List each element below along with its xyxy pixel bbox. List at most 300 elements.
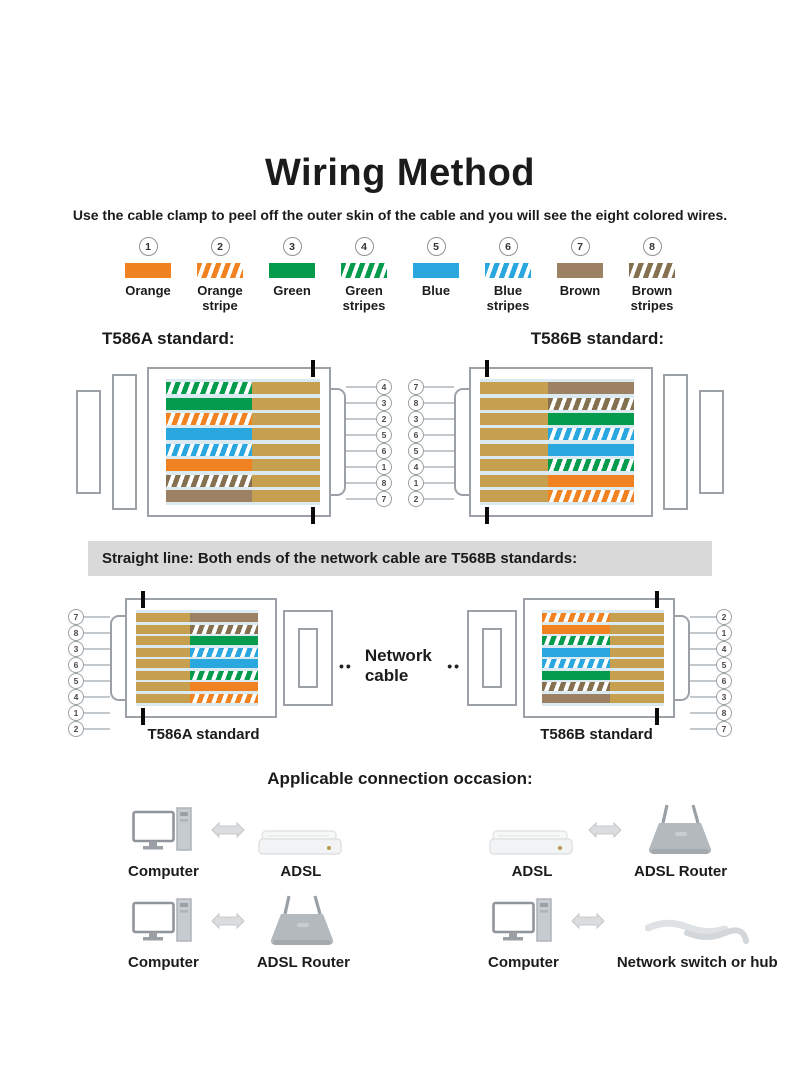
- lead-line: [84, 616, 110, 618]
- legend-item: [621, 237, 684, 313]
- cable-icon: [645, 894, 749, 950]
- brown-wire: [166, 490, 252, 502]
- connector-nose: [675, 615, 690, 701]
- wire-row: [542, 694, 664, 703]
- wire-number-badge: 2: [211, 237, 230, 256]
- wire-number-badge: 1: [139, 237, 158, 256]
- boot-bar: [112, 374, 137, 510]
- pin-lead: [68, 705, 110, 721]
- lead-line: [690, 728, 716, 730]
- brown-stripes-wire: [548, 398, 634, 410]
- device-label: ADSL: [511, 863, 553, 881]
- orange-stripe-wire: [542, 613, 610, 622]
- wire-row: [166, 459, 320, 471]
- wire-row: [166, 428, 320, 440]
- blue-stripes-wire: [548, 428, 634, 440]
- pin-lead: [690, 609, 732, 625]
- legend-label: Green stripes: [342, 283, 386, 313]
- wire-row: [480, 382, 634, 394]
- wire-row: [136, 625, 258, 634]
- cable-end-a-caption: T586A standard: [147, 726, 260, 744]
- connector-body: [523, 598, 675, 718]
- orange-wire: [542, 625, 610, 634]
- pin-number: 3: [376, 395, 392, 411]
- blue-stripes-wire: [542, 659, 610, 668]
- wire-row: [480, 428, 634, 440]
- pin-lead: [68, 721, 110, 737]
- wire-row: [480, 475, 634, 487]
- orange-stripe-wire: [166, 413, 252, 425]
- pin-number-fan: [68, 609, 110, 735]
- connection-pair: [128, 803, 488, 880]
- pin-lead: [690, 689, 732, 705]
- pin-number: 6: [716, 673, 732, 689]
- pin-number: 4: [68, 689, 84, 705]
- gold-pin-segment: [610, 613, 664, 622]
- legend-item: [477, 237, 540, 313]
- device-label: Computer: [488, 954, 559, 972]
- lead-line: [690, 712, 716, 714]
- orange-stripe-swatch: [197, 263, 243, 278]
- lead-line: [346, 434, 376, 436]
- pin-number: 8: [376, 475, 392, 491]
- lead-line: [346, 386, 376, 388]
- blue-stripes-swatch: [485, 263, 531, 278]
- latch-mark: [311, 360, 315, 377]
- boot-bar: [699, 390, 724, 494]
- device-label: Computer: [128, 863, 199, 881]
- gold-pin-segment: [136, 636, 190, 645]
- orange-wire: [190, 682, 258, 691]
- connector-nose: [454, 388, 469, 496]
- lead-line: [424, 386, 454, 388]
- connector-body: [469, 367, 653, 517]
- wire-number-badge: 6: [499, 237, 518, 256]
- pin-number: 2: [408, 491, 424, 507]
- wire-panel: [542, 610, 664, 706]
- gold-pin-segment: [252, 413, 320, 425]
- wire-row: [480, 444, 634, 456]
- blue-stripes-wire: [166, 444, 252, 456]
- pin-lead: [346, 395, 392, 411]
- lead-line: [690, 680, 716, 682]
- lead-line: [84, 728, 110, 730]
- lead-line: [84, 712, 110, 714]
- wire-row: [480, 398, 634, 410]
- connector-body: [125, 598, 277, 718]
- lead-line: [346, 466, 376, 468]
- connection-pair: [488, 803, 800, 880]
- blue-wire: [166, 428, 252, 440]
- gold-pin-segment: [610, 671, 664, 680]
- green-stripes-wire: [190, 671, 258, 680]
- orange-wire: [548, 475, 634, 487]
- pin-number: 8: [716, 705, 732, 721]
- lead-line: [690, 696, 716, 698]
- pin-lead: [68, 657, 110, 673]
- cable-boot: [663, 374, 724, 510]
- wire-row: [166, 444, 320, 456]
- computer-device: [128, 803, 199, 880]
- pin-lead: [346, 491, 392, 507]
- pin-lead: [408, 395, 454, 411]
- lead-line: [424, 482, 454, 484]
- pin-lead: [346, 379, 392, 395]
- adsl-modem-icon: [488, 803, 576, 859]
- lead-line: [84, 632, 110, 634]
- pin-lead: [690, 705, 732, 721]
- pin-number: 3: [716, 689, 732, 705]
- router-icon: [263, 894, 343, 950]
- t586a-heading: T586A standard:: [102, 329, 235, 349]
- brown-stripes-swatch: [629, 263, 675, 278]
- lead-line: [84, 680, 110, 682]
- pin-lead: [68, 609, 110, 625]
- device-label: Computer: [128, 954, 199, 972]
- gold-pin-segment: [252, 459, 320, 471]
- latch-mark: [655, 591, 659, 608]
- double-arrow-icon: [588, 821, 622, 844]
- pin-lead: [346, 443, 392, 459]
- pin-number: 4: [408, 459, 424, 475]
- green-stripes-wire: [548, 459, 634, 471]
- page-title: Wiring Method: [265, 152, 535, 194]
- network-switch-or-hub-device: [617, 894, 778, 971]
- wire-row: [542, 636, 664, 645]
- legend-label: Orange stripe: [197, 283, 243, 313]
- legend-item: [261, 237, 324, 313]
- orange-wire: [166, 459, 252, 471]
- pin-lead: [68, 625, 110, 641]
- wire-number-badge: 3: [283, 237, 302, 256]
- gold-pin-segment: [610, 625, 664, 634]
- wire-color-legend: [0, 237, 800, 313]
- double-arrow-icon: [211, 912, 245, 935]
- gold-pin-segment: [136, 648, 190, 657]
- green-stripes-wire: [166, 382, 252, 394]
- orange-stripe-wire: [190, 694, 258, 703]
- pin-lead: [408, 443, 454, 459]
- computer-icon: [132, 894, 194, 950]
- lead-line: [346, 498, 376, 500]
- gold-pin-segment: [136, 671, 190, 680]
- straight-line-note: Straight line: Both ends of the network cable are T568B standards:: [88, 541, 712, 576]
- brown-wire: [542, 694, 610, 703]
- wire-row: [136, 613, 258, 622]
- lead-line: [424, 498, 454, 500]
- double-arrow-icon: [211, 821, 245, 844]
- pin-number: 1: [68, 705, 84, 721]
- cable-end-b-caption: T586B standard: [540, 726, 653, 744]
- legend-label: Orange: [125, 283, 171, 298]
- lead-line: [84, 648, 110, 650]
- wire-number-badge: 4: [355, 237, 374, 256]
- device-label: ADSL Router: [634, 863, 728, 881]
- pin-lead: [346, 411, 392, 427]
- cable-end-a: [68, 598, 339, 743]
- connector-nose: [110, 615, 125, 701]
- pin-number: 5: [716, 657, 732, 673]
- rj45-connector-t586a: [66, 367, 392, 517]
- cable-end-b: [461, 598, 732, 743]
- connector-nose: [331, 388, 346, 496]
- wire-row: [542, 648, 664, 657]
- brown-swatch: [557, 263, 603, 278]
- pin-number: 4: [376, 379, 392, 395]
- connection-pair: [488, 894, 800, 971]
- wire-row: [542, 671, 664, 680]
- gold-pin-segment: [252, 490, 320, 502]
- pin-number-fan: [690, 609, 732, 735]
- boot-bar: [298, 628, 318, 688]
- brown-wire: [190, 613, 258, 622]
- orange-stripe-wire: [548, 490, 634, 502]
- computer-icon: [132, 803, 194, 859]
- gold-pin-segment: [610, 636, 664, 645]
- gold-pin-segment: [480, 428, 548, 440]
- gold-pin-segment: [252, 428, 320, 440]
- gold-pin-segment: [252, 444, 320, 456]
- pin-lead: [408, 427, 454, 443]
- blue-wire: [548, 444, 634, 456]
- legend-item: [117, 237, 180, 313]
- latch-mark: [655, 708, 659, 725]
- connection-pair: [128, 894, 488, 971]
- blue-wire: [190, 659, 258, 668]
- pin-lead: [690, 673, 732, 689]
- network-cable-label: Network cable: [364, 646, 432, 686]
- legend-item: [405, 237, 468, 313]
- subtitle: Use the cable clamp to peel off the outer skin of the cable and you will see the eight colored wires.: [72, 207, 728, 223]
- brown-stripes-wire: [166, 475, 252, 487]
- lead-line: [424, 434, 454, 436]
- wire-row: [480, 459, 634, 471]
- cable-boot: [76, 374, 137, 510]
- wire-row: [542, 659, 664, 668]
- gold-pin-segment: [480, 459, 548, 471]
- legend-label: Blue stripes: [486, 283, 530, 313]
- wire-row: [542, 682, 664, 691]
- gold-pin-segment: [136, 625, 190, 634]
- wire-row: [136, 694, 258, 703]
- brown-stripes-wire: [542, 682, 610, 691]
- pin-number: 2: [68, 721, 84, 737]
- gold-pin-segment: [136, 613, 190, 622]
- gold-pin-segment: [480, 444, 548, 456]
- pin-number: 5: [408, 443, 424, 459]
- pin-number: 2: [376, 411, 392, 427]
- gold-pin-segment: [136, 682, 190, 691]
- legend-label: Brown: [559, 283, 601, 298]
- pin-number: 6: [376, 443, 392, 459]
- pin-lead: [408, 459, 454, 475]
- pin-number: 8: [68, 625, 84, 641]
- gold-pin-segment: [252, 475, 320, 487]
- wire-row: [136, 648, 258, 657]
- boot-bar: [663, 374, 688, 510]
- standards-headings: [0, 329, 800, 349]
- cable-boot: [467, 610, 517, 706]
- computer-icon: [492, 894, 554, 950]
- lead-line: [346, 450, 376, 452]
- computer-device: [488, 894, 559, 971]
- pin-lead: [346, 459, 392, 475]
- wire-row: [542, 625, 664, 634]
- gold-pin-segment: [610, 682, 664, 691]
- lead-line: [690, 632, 716, 634]
- wire-row: [136, 636, 258, 645]
- blue-swatch: [413, 263, 459, 278]
- network-cable-label-group: [339, 646, 461, 686]
- pin-number: 4: [716, 641, 732, 657]
- gold-pin-segment: [480, 490, 548, 502]
- pin-number: 8: [408, 395, 424, 411]
- pin-number: 5: [68, 673, 84, 689]
- pin-lead: [408, 475, 454, 491]
- pin-number: 7: [68, 609, 84, 625]
- wire-row: [480, 413, 634, 425]
- gold-pin-segment: [252, 382, 320, 394]
- pin-lead: [690, 721, 732, 737]
- gold-pin-segment: [136, 694, 190, 703]
- wire-row: [166, 475, 320, 487]
- lead-line: [84, 664, 110, 666]
- pin-lead: [408, 411, 454, 427]
- boot-bar: [76, 390, 101, 494]
- pin-lead: [68, 689, 110, 705]
- pin-lead: [346, 475, 392, 491]
- wire-row: [166, 398, 320, 410]
- green-swatch: [269, 263, 315, 278]
- boot-bar: [482, 628, 502, 688]
- gold-pin-segment: [480, 475, 548, 487]
- connections-grid: [0, 803, 800, 971]
- device-label: ADSL: [280, 863, 322, 881]
- latch-mark: [141, 591, 145, 608]
- wire-row: [136, 682, 258, 691]
- wire-number-badge: 8: [643, 237, 662, 256]
- gold-pin-segment: [480, 382, 548, 394]
- wire-panel: [480, 379, 634, 505]
- pin-number: 6: [68, 657, 84, 673]
- gold-pin-segment: [610, 694, 664, 703]
- blue-stripes-wire: [190, 648, 258, 657]
- wire-number-badge: 5: [427, 237, 446, 256]
- wire-panel: [166, 379, 320, 505]
- pin-lead: [690, 625, 732, 641]
- connector-body: [147, 367, 331, 517]
- pin-number-fan: [408, 379, 454, 505]
- lead-line: [346, 482, 376, 484]
- wire-panel: [136, 610, 258, 706]
- green-wire: [190, 636, 258, 645]
- wire-row: [480, 490, 634, 502]
- blue-wire: [542, 648, 610, 657]
- device-label: Network switch or hub: [616, 954, 778, 972]
- legend-label: Brown stripes: [630, 283, 674, 313]
- latch-mark: [311, 507, 315, 524]
- legend-label: Blue: [421, 283, 451, 298]
- green-wire: [542, 671, 610, 680]
- lead-line: [346, 418, 376, 420]
- lead-line: [346, 402, 376, 404]
- legend-item: [333, 237, 396, 313]
- adsl-modem-icon: [257, 803, 345, 859]
- wire-row: [166, 490, 320, 502]
- wire-row: [542, 613, 664, 622]
- legend-item: [549, 237, 612, 313]
- dots-right: ••: [447, 658, 461, 675]
- gold-pin-segment: [252, 398, 320, 410]
- cable-boot: [283, 610, 333, 706]
- latch-mark: [485, 507, 489, 524]
- gold-pin-segment: [610, 648, 664, 657]
- pin-number: 7: [408, 379, 424, 395]
- gold-pin-segment: [610, 659, 664, 668]
- adsl-device: [488, 803, 576, 880]
- pin-lead: [690, 641, 732, 657]
- lead-line: [84, 696, 110, 698]
- pin-lead: [408, 379, 454, 395]
- legend-label: Green: [273, 283, 311, 298]
- wire-row: [136, 671, 258, 680]
- cable-ends-row: [0, 598, 800, 743]
- router-icon: [641, 803, 721, 859]
- lead-line: [424, 402, 454, 404]
- pin-number: 5: [376, 427, 392, 443]
- orange-swatch: [125, 263, 171, 278]
- lead-line: [690, 648, 716, 650]
- dots-left: ••: [339, 658, 353, 675]
- green-wire: [548, 413, 634, 425]
- occasion-heading: Applicable connection occasion:: [267, 769, 533, 789]
- green-stripes-wire: [542, 636, 610, 645]
- adsl-router-device: [257, 894, 350, 971]
- pin-number: 7: [716, 721, 732, 737]
- lead-line: [424, 466, 454, 468]
- pin-lead: [68, 673, 110, 689]
- latch-mark: [485, 360, 489, 377]
- pin-lead: [690, 657, 732, 673]
- gold-pin-segment: [480, 413, 548, 425]
- top-connectors-row: [0, 363, 800, 521]
- wire-row: [166, 382, 320, 394]
- wire-row: [166, 413, 320, 425]
- adsl-router-device: [634, 803, 727, 880]
- pin-number: 1: [376, 459, 392, 475]
- green-wire: [166, 398, 252, 410]
- lead-line: [424, 418, 454, 420]
- pin-number: 1: [408, 475, 424, 491]
- double-arrow-icon: [571, 912, 605, 935]
- pin-lead: [408, 491, 454, 507]
- lead-line: [690, 664, 716, 666]
- pin-lead: [346, 427, 392, 443]
- brown-wire: [548, 382, 634, 394]
- pin-lead: [68, 641, 110, 657]
- green-stripes-swatch: [341, 263, 387, 278]
- computer-device: [128, 894, 199, 971]
- pin-number: 3: [408, 411, 424, 427]
- lead-line: [424, 450, 454, 452]
- t586b-heading: T586B standard:: [530, 329, 664, 349]
- pin-number: 1: [716, 625, 732, 641]
- brown-stripes-wire: [190, 625, 258, 634]
- wire-number-badge: 7: [571, 237, 590, 256]
- pin-number: 6: [408, 427, 424, 443]
- pin-number: 2: [716, 609, 732, 625]
- pin-number-fan: [346, 379, 392, 505]
